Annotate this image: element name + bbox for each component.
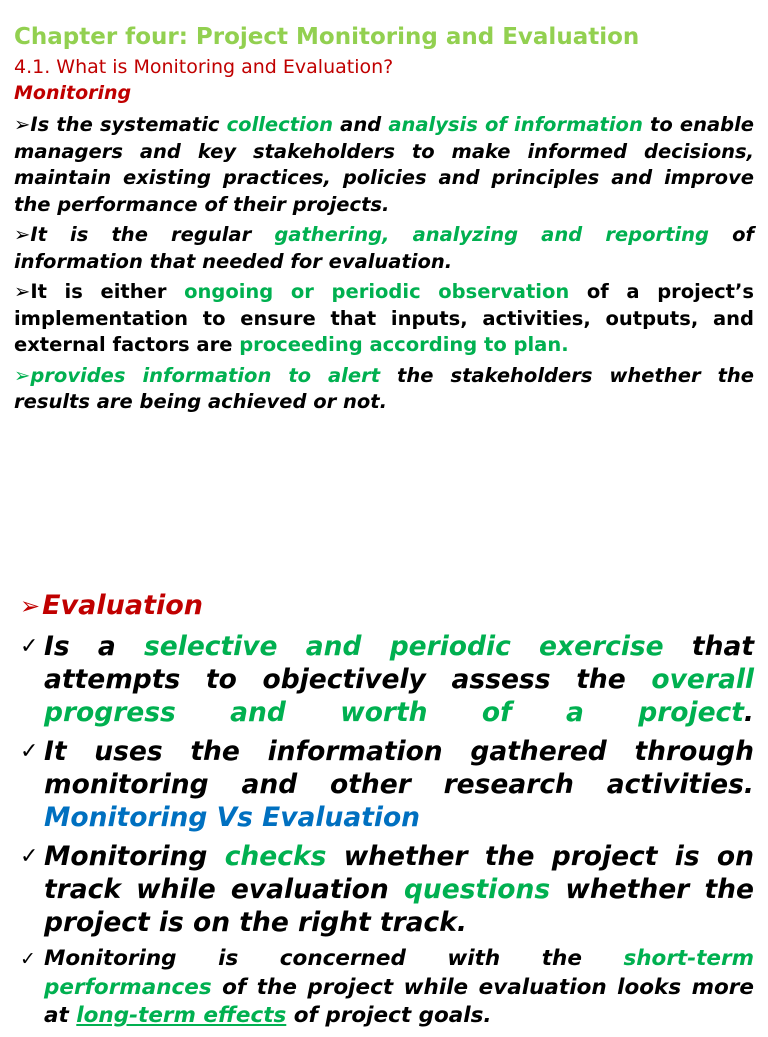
slide-evaluation xyxy=(0,560,768,1028)
arrow-bullet-icon: ➢ xyxy=(14,363,31,387)
arrow-bullet-icon: ➢ xyxy=(14,113,31,136)
arrow-bullet-icon: ➢ xyxy=(20,592,41,620)
evaluation-item-2: ✓ It uses the information gathered through monitoring and other research activities. Monitoring Vs Evaluation xyxy=(20,736,754,833)
monitoring-bullet-4: ➢provides information to alert the stakeholders whether the results are being achieved or not. xyxy=(14,363,755,413)
section-title: 4.1. What is Monitoring and Evaluation? xyxy=(14,56,394,78)
evaluation-item-4: ✓ Monitoring is concerned with the short-term performances of the project while evaluation looks more at long-term effects of project goals. xyxy=(20,946,754,1028)
arrow-bullet-icon: ➢ xyxy=(14,280,31,303)
evaluation-heading: ➢Evaluation xyxy=(20,590,204,621)
monitoring-bullet-3: ➢It is either ongoing or periodic observation of a project’s implementation to ensure that inputs, activities, outputs, and external factors are proceeding according to plan. xyxy=(14,280,754,356)
evaluation-item-1: ✓ Is a selective and periodic exercise that attempts to objectively assess the overall progress and worth of a project. xyxy=(20,631,754,728)
monitoring-bullets xyxy=(14,112,754,420)
monitoring-vs-evaluation-subheading: Monitoring Vs Evaluation xyxy=(44,802,421,833)
arrow-bullet-icon: ➢ xyxy=(14,223,31,246)
evaluation-item-3: ✓ Monitoring checks whether the project is on track while evaluation questions whether the project is on the right track. xyxy=(20,841,754,938)
checkmark-icon: ✓ xyxy=(20,844,39,869)
checkmark-icon: ✓ xyxy=(20,739,39,764)
checkmark-icon: ✓ xyxy=(20,634,39,659)
monitoring-heading: Monitoring xyxy=(14,82,132,104)
monitoring-bullet-2: ➢It is the regular gathering, analyzing and reporting of information that needed for evaluation. xyxy=(14,223,755,273)
monitoring-bullet-1: ➢Is the systematic collection and analysis of information to enable managers and key stakeholders to make informed decisions, maintain existing practices, policies and principles and improve the performance of their projects. xyxy=(14,113,755,216)
evaluation-checklist xyxy=(20,630,754,1037)
chapter-title: Chapter four: Project Monitoring and Evaluation xyxy=(14,24,640,50)
checkmark-icon: ✓ xyxy=(20,948,36,970)
